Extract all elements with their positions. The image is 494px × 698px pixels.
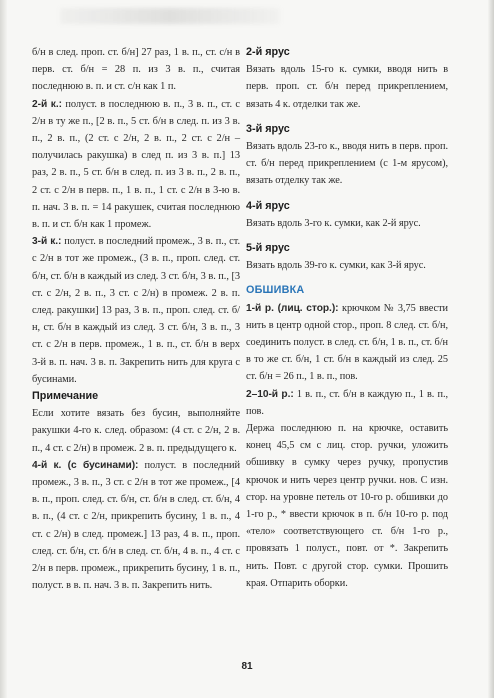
- row4-label: 4-й к. (с бусинами):: [32, 459, 139, 471]
- paragraph-row3: [32, 233, 240, 388]
- lining-row1: [246, 300, 448, 386]
- lining-rows2-10-text: 1 в. п., ст. б/н в каждую п., 1 в. п., пов.: [246, 388, 448, 417]
- row2-text: полуст. в последнюю в. п., 3 в. п., ст. с 2/н в ту же п., [2 в. п., 5 ст. б/н в след. п. из 3 в. п., 2 в. п., (2 ст. с 2/н, 2 в. п., 2 ст. с 2/н – получилась ракушка) в след п. из 3 в. п.] 13 раз, 2 в. п., 5 ст. б/н в след. п. из 3 в. п., 2 в. п., 2 ст. с 2/н в перв. п., 1 в. п., 1 ст. с 2/н в 3-ю в. п. нач. 3 в. п. = 14 ракушек, считая последнюю в. п. и ст. б/н как 1 промеж.: [32, 98, 240, 231]
- page-edge-right: [488, 0, 494, 698]
- row3-label: 3-й к.:: [32, 236, 62, 248]
- lining-rows2-10-label: 2–10-й р.:: [246, 388, 294, 400]
- finishing-paragraph: Держа последнюю п. на крючке, оставить конец 45,5 см с лиц. стор. ручки, уложить обшивку в сумку через ручку, пропустив крючок и нить через центр ручки. нов. С изн. стор. на уровне петель от 10-го р. обшивки до 1-го р., * ввести крючок в п. б/н 10-го р. под «тело» соответствующего ст. б/н 1-го р., провязать 1 полуст., повт. от *. Закрепить нить. Повт. с другой стор. сумки. Прошить края. Отпарить оборки.: [246, 423, 448, 589]
- tier3-heading: 3-й ярус: [246, 122, 290, 135]
- tier5-paragraph: Вязать вдоль 39-го к. сумки, как 3-й ярус.: [246, 260, 426, 272]
- paragraph-row1-end: б/н в след. проп. ст. б/н] 27 раз, 1 в. п., ст. с/н в перв. ст. б/н = 28 п. из 3 в. п., считая последнюю в. п. и ст. с/н как 1 п.: [32, 47, 240, 93]
- tier4-heading: 4-й ярус: [246, 199, 290, 212]
- lining-row1-text: крючком № 3,75 ввести нить в центр одной стор., проп. 8 след. ст. б/н, соединить полуст. в след. ст. б/н, 1 в. п., ст. б/н в то же ст. б/н, 1 ст. б/н в каждый из след. 25 ст. б/н = 26 п., 1 в. п., пов.: [246, 302, 448, 383]
- tier5-heading: 5-й ярус: [246, 242, 290, 255]
- tier2-heading: 2-й ярус: [246, 46, 290, 58]
- note-heading: Примечание: [32, 390, 99, 403]
- left-column: [32, 44, 240, 595]
- bleed-through-smudge: [60, 8, 280, 24]
- paragraph-row4: [32, 457, 240, 595]
- row3-text: полуст. в последний промеж., 3 в. п., ст. с 2/н в тот же промеж., (3 в. п., проп. след. ст. б/н, ст. б/н в каждый из след. 3 ст. б/н, 3 в. п., [3 ст. с 2/н, 2 в. п., 3 ст. с 2/н) в промеж. 2 в. п. след. ракушки] 13 раз, 3 в. п., проп. след. ст. б/н, ст. б/н в каждый из след. 3 ст. б/н, 3 в. п., 3 ст. с 2/н в перв. промеж., 1 в. п., ст. б/н в верх 3-й в. п. нач. 3 в. п. Закрепить нить для круга с бусинами.: [32, 236, 240, 385]
- paragraph-row2: [32, 96, 240, 234]
- lining-row1-label: 1-й р. (лиц. стор.):: [246, 302, 339, 314]
- row2-label: 2-й к.:: [32, 98, 62, 110]
- tier2-paragraph: Вязать вдоль 15-го к. сумки, вводя нить в перв. проп. ст. б/н перед прикреплением, вязать 4 к. отделки так же.: [246, 64, 448, 110]
- note-paragraph: Если хотите вязать без бусин, выполняйте ракушки 4-го к. след. образом: (4 ст. с 2/н, 2 в. п., 4 ст. с 2/н) в промеж. 2 в. п. предыдущего к.: [32, 408, 240, 454]
- lining-heading: ОБШИВКА: [246, 284, 305, 297]
- row4-text: полуст. в последний промеж., 3 в. п., 3 ст. с 2/н в тот же промеж., [4 в. п., проп. след. ст. б/н, ст. б/н в след. ст. б/н, 4 в. п., (4 ст. с 2/н, прикрепить бусину, 1 в. п., 4 ст. с 2/н) в след. промеж.] 13 раз, 4 в. п., проп. след. ст. б/н, ст. б/н в след. ст. б/н, 4 в. п., 4 ст. с 2/н в перв. промеж., прикрепить бусину, 1 в. п., полуст. в в. п. нач. 3 в. п. Закрепить нить.: [32, 459, 240, 592]
- page-number: 81: [241, 661, 253, 672]
- lining-rows2-10: [246, 386, 448, 420]
- tier4-paragraph: Вязать вдоль 3-го к. сумки, как 2-й ярус.: [246, 217, 421, 229]
- tier3-paragraph: Вязать вдоль 23-го к., вводя нить в перв. проп. ст. б/н перед прикреплением (с 1-м ярусом), вязать отделку так же.: [246, 141, 448, 187]
- page-edge-left: [0, 0, 7, 698]
- right-column: [246, 44, 448, 592]
